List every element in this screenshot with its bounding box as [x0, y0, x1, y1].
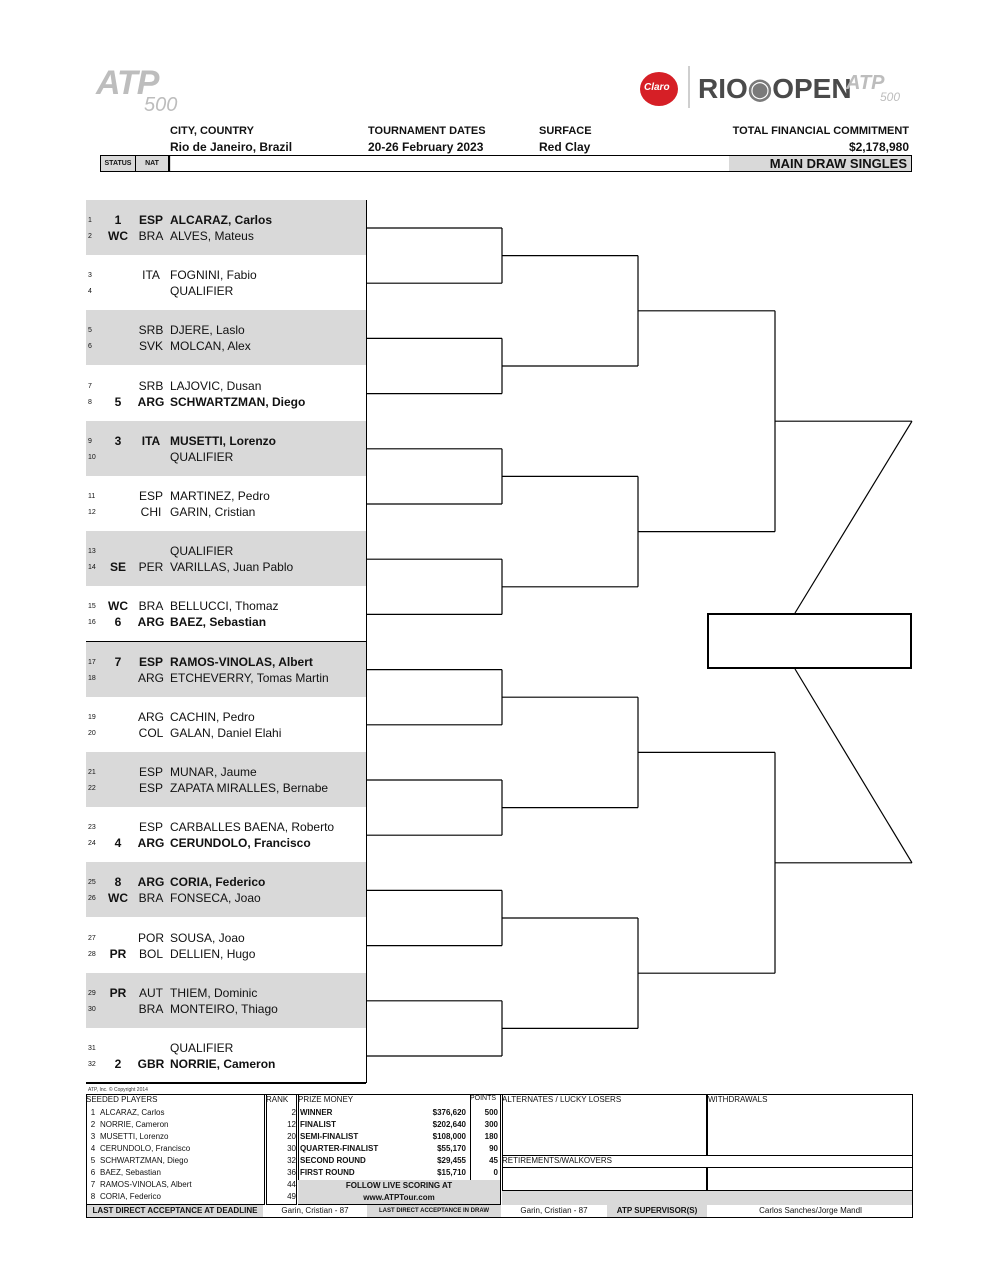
seed-row — [88, 1143, 296, 1155]
player-name: VARILLAS, Juan Pablo — [170, 560, 294, 575]
player-name: FONSECA, Joao — [170, 891, 261, 906]
draw-position: 30 — [88, 1005, 96, 1013]
draw-position: 3 — [88, 272, 92, 280]
draw-position: 9 — [88, 437, 92, 445]
player-name: MUSETTI, Lorenzo — [170, 433, 276, 448]
prize-amount: $15,710 — [437, 1168, 466, 1177]
draw-position: 7 — [88, 382, 92, 390]
player-status: SE — [109, 560, 126, 575]
player-name: QUALIFIER — [170, 284, 234, 299]
draw-position: 28 — [88, 950, 96, 958]
retirements-right — [708, 1168, 913, 1191]
player-status: 4 — [114, 836, 122, 851]
draw-position: 2 — [88, 233, 92, 240]
draw-position: 17 — [88, 658, 96, 666]
seed-number: 1 — [90, 1108, 96, 1117]
seed-name: BAEZ, Sebastian — [100, 1168, 161, 1177]
city-value: Rio de Janeiro, Brazil — [170, 140, 293, 154]
commitment-value: $2,178,980 — [848, 140, 909, 154]
seed-row — [88, 1119, 296, 1131]
commitment-label: TOTAL FINANCIAL COMMITMENT — [732, 125, 909, 137]
status-column-header: STATUS — [101, 156, 136, 171]
seed-name: RAMOS-VINOLAS, Albert — [100, 1180, 192, 1189]
player-status: 5 — [114, 394, 122, 409]
player-name: BAEZ, Sebastian — [170, 615, 267, 630]
dates-value: 20-26 February 2023 — [368, 140, 484, 154]
retirements-header: RETIREMENTS/WALKOVERS — [502, 1156, 612, 1165]
seed-row — [88, 1179, 296, 1191]
player-nat: ESP — [138, 489, 163, 503]
player-nat: SRB — [138, 323, 164, 338]
seed-rank: 12 — [287, 1120, 296, 1129]
player-name: ALCARAZ, Carlos — [170, 213, 273, 227]
player-nat: GBR — [137, 1057, 165, 1071]
draw-position: 23 — [88, 824, 96, 832]
player-status: PR — [109, 946, 127, 961]
seed-rank: 2 — [291, 1108, 296, 1117]
seed-rank: 44 — [287, 1180, 296, 1189]
draw-position: 31 — [88, 1045, 96, 1052]
claro-logo: Claro — [640, 72, 678, 106]
draw-position: 8 — [88, 398, 92, 406]
player-name: FOGNINI, Fabio — [170, 268, 257, 283]
prize-points: 500 — [484, 1108, 498, 1117]
points-header: POINTS — [470, 1095, 497, 1102]
player-name: CACHIN, Pedro — [170, 709, 255, 724]
lda-deadline-value: Garin, Cristian - 87 — [281, 1206, 349, 1215]
live-scoring-label: FOLLOW LIVE SCORING AT — [345, 1181, 453, 1190]
prize-round: WINNER — [300, 1108, 333, 1117]
player-name: DELLIEN, Hugo — [170, 946, 256, 961]
live-scoring-box — [298, 1180, 500, 1204]
player-nat: BRA — [138, 891, 164, 906]
draw-position: 4 — [88, 288, 92, 296]
prize-round: SEMI-FINALIST — [300, 1132, 359, 1141]
alternates-header: ALTERNATES / LUCKY LOSERS — [502, 1095, 622, 1104]
prize-amount: $55,170 — [437, 1144, 466, 1153]
champion-box — [707, 613, 912, 669]
player-nat: PER — [138, 560, 164, 575]
player-status: WC — [108, 891, 128, 906]
draw-position: 14 — [88, 564, 96, 572]
surface-label: SURFACE — [539, 125, 592, 137]
draw-position: 12 — [88, 509, 96, 516]
prize-round: QUARTER-FINALIST — [300, 1144, 379, 1153]
player-name: SOUSA, Joao — [170, 930, 245, 945]
player-nat: ARG — [137, 709, 164, 724]
player-nat: SVK — [138, 339, 163, 354]
player-name: ETCHEVERRY, Tomas Martin — [170, 670, 329, 685]
seed-row — [88, 1107, 296, 1119]
prize-points: 90 — [489, 1144, 498, 1153]
player-name: THIEM, Dominic — [170, 985, 258, 1000]
player-name: CARBALLES BAENA, Roberto — [170, 820, 335, 835]
rank-header: RANK — [266, 1095, 289, 1104]
prize-round: SECOND ROUND — [300, 1156, 366, 1165]
player-status: 2 — [114, 1057, 122, 1071]
draw-position: 5 — [88, 327, 92, 335]
prize-money-header: PRIZE MONEY — [298, 1095, 354, 1104]
player-name: QUALIFIER — [170, 1041, 234, 1055]
player-status: 7 — [114, 654, 122, 669]
prize-row — [298, 1143, 500, 1155]
prize-amount: $29,455 — [437, 1156, 466, 1165]
lda-deadline-label: LAST DIRECT ACCEPTANCE AT DEADLINE — [87, 1205, 263, 1217]
retirements-left — [503, 1168, 707, 1191]
player-status: WC — [108, 599, 128, 614]
player-nat: ARG — [137, 875, 165, 890]
draw-position: 20 — [88, 729, 96, 737]
prize-points: 0 — [493, 1168, 498, 1177]
player-nat: BOL — [138, 946, 163, 961]
player-name: MOLCAN, Alex — [170, 339, 251, 354]
player-nat: ARG — [137, 394, 165, 409]
prize-amount: $202,640 — [432, 1120, 466, 1129]
draw-position: 13 — [88, 548, 96, 556]
draw-position: 24 — [88, 840, 96, 848]
prize-points: 180 — [484, 1132, 498, 1141]
seed-name: MUSETTI, Lorenzo — [100, 1132, 169, 1141]
player-nat: ESP — [138, 765, 163, 779]
draw-position: 25 — [88, 879, 96, 887]
draw-position: 32 — [88, 1061, 96, 1068]
prize-points: 45 — [489, 1156, 498, 1165]
atp-logo-level: 500 — [144, 94, 178, 116]
seed-number: 5 — [90, 1156, 96, 1165]
lda-draw-label: LAST DIRECT ACCEPTANCE IN DRAW — [367, 1205, 501, 1217]
draw-position: 10 — [88, 453, 96, 461]
seed-name: CORIA, Federico — [100, 1192, 161, 1201]
live-scoring-url: www.ATPTour.com — [363, 1193, 435, 1202]
player-name: CERUNDOLO, Francisco — [170, 836, 311, 851]
seed-rank: 20 — [287, 1132, 296, 1141]
draw-position: 16 — [88, 619, 96, 627]
seed-number: 3 — [90, 1132, 96, 1141]
seed-rank: 49 — [287, 1192, 296, 1201]
player-nat: ITA — [141, 433, 161, 448]
lda-draw-value: Garin, Cristian - 87 — [520, 1206, 588, 1215]
draw-position: 11 — [88, 493, 96, 500]
bracket-line — [795, 421, 912, 613]
draw-position: 15 — [88, 603, 96, 611]
surface-value: Red Clay — [539, 140, 591, 154]
player-nat: ESP — [138, 654, 163, 669]
draw-position: 26 — [88, 895, 96, 903]
player-name: QUALIFIER — [170, 544, 234, 559]
player-name: MUNAR, Jaume — [170, 765, 257, 779]
prize-round: FINALIST — [300, 1120, 336, 1129]
player-name: SCHWARTZMAN, Diego — [170, 394, 306, 409]
player-nat: COL — [138, 725, 164, 740]
seed-row — [88, 1131, 296, 1143]
player-name: CORIA, Federico — [170, 875, 266, 890]
draw-position: 29 — [88, 989, 96, 997]
player-nat: ESP — [138, 820, 163, 835]
player-name: MARTINEZ, Pedro — [170, 489, 270, 503]
city-label: CITY, COUNTRY — [170, 125, 254, 137]
player-status: 3 — [114, 433, 122, 448]
player-nat: ARG — [137, 836, 165, 851]
rio-open-logo: RIO◉OPEN — [698, 73, 852, 104]
event-atp-500-logo: ATP 500 — [846, 72, 901, 104]
prize-row — [298, 1119, 500, 1131]
draw-position: 1 — [88, 217, 92, 224]
seed-number: 7 — [90, 1180, 96, 1189]
draw-title: MAIN DRAW SINGLES — [769, 156, 907, 171]
bracket-line — [795, 669, 912, 863]
draw-position: 19 — [88, 713, 96, 721]
seed-number: 2 — [90, 1120, 96, 1129]
supervisor-value: Carlos Sanches/Jorge Mandl — [759, 1206, 862, 1215]
player-name: NORRIE, Cameron — [170, 1057, 276, 1071]
seed-name: CERUNDOLO, Francisco — [100, 1144, 191, 1153]
player-name: MONTEIRO, Thiago — [170, 1001, 278, 1016]
seed-rank: 36 — [287, 1168, 296, 1177]
player-name: LAJOVIC, Dusan — [170, 378, 262, 393]
player-nat: BRA — [138, 599, 164, 614]
seed-row — [88, 1155, 296, 1167]
prize-row — [298, 1167, 500, 1179]
player-nat: BRA — [138, 229, 164, 243]
player-nat: ARG — [137, 670, 164, 685]
seed-number: 6 — [90, 1168, 96, 1177]
player-status: 8 — [114, 875, 122, 890]
player-nat: AUT — [139, 985, 163, 1000]
seed-rank: 32 — [287, 1156, 296, 1165]
info-table — [86, 1094, 913, 1218]
prize-amount: $108,000 — [432, 1132, 466, 1141]
player-nat: CHI — [140, 505, 162, 519]
player-name: ZAPATA MIRALLES, Bernabe — [170, 781, 329, 795]
player-status: 1 — [114, 213, 122, 227]
prize-row — [298, 1107, 500, 1119]
player-name: BELLUCCI, Thomaz — [170, 599, 279, 614]
player-status: 6 — [114, 615, 122, 630]
seeded-players-header: SEEDED PLAYERS — [86, 1095, 158, 1104]
player-name: ALVES, Mateus — [170, 229, 254, 243]
player-nat: SRB — [138, 378, 164, 393]
player-name: RAMOS-VINOLAS, Albert — [170, 654, 313, 669]
player-nat: ESP — [138, 781, 163, 795]
player-name: DJERE, Laslo — [170, 323, 245, 338]
seed-name: NORRIE, Cameron — [100, 1120, 169, 1129]
player-status: PR — [109, 985, 127, 1000]
prize-row — [298, 1131, 500, 1143]
draw-position: 18 — [88, 674, 96, 682]
atp-logo-text: ATP — [96, 64, 159, 102]
player-nat: POR — [137, 930, 164, 945]
player-nat: ESP — [138, 213, 163, 227]
seed-name: SCHWARTZMAN, Diego — [100, 1156, 189, 1165]
seed-row — [88, 1167, 296, 1179]
player-name: GALAN, Daniel Elahi — [170, 725, 282, 740]
draw-position: 21 — [88, 769, 96, 776]
player-nat: BRA — [138, 1001, 164, 1016]
prize-amount: $376,620 — [432, 1108, 466, 1117]
copyright: ATP, Inc. © Copyright 2014 — [88, 1087, 148, 1093]
seed-rank: 30 — [287, 1144, 296, 1153]
player-name: GARIN, Cristian — [170, 505, 256, 519]
draw-position: 27 — [88, 934, 96, 942]
seed-name: ALCARAZ, Carlos — [100, 1108, 165, 1117]
dates-label: TOURNAMENT DATES — [368, 125, 486, 137]
withdrawals-header: WITHDRAWALS — [708, 1095, 768, 1104]
nat-column-header: NAT — [136, 156, 169, 171]
supervisor-label: ATP SUPERVISOR(S) — [607, 1205, 707, 1217]
player-nat: ARG — [137, 615, 165, 630]
prize-points: 300 — [484, 1120, 498, 1129]
player-status: WC — [108, 229, 128, 243]
prize-row — [298, 1155, 500, 1167]
prize-round: FIRST ROUND — [300, 1168, 355, 1177]
draw-position: 22 — [88, 785, 96, 792]
seed-number: 4 — [90, 1144, 96, 1153]
player-nat: ITA — [142, 268, 160, 283]
player-name: QUALIFIER — [170, 449, 234, 464]
seed-number: 8 — [90, 1192, 96, 1201]
draw-position: 6 — [88, 343, 92, 351]
seed-row — [88, 1191, 296, 1203]
